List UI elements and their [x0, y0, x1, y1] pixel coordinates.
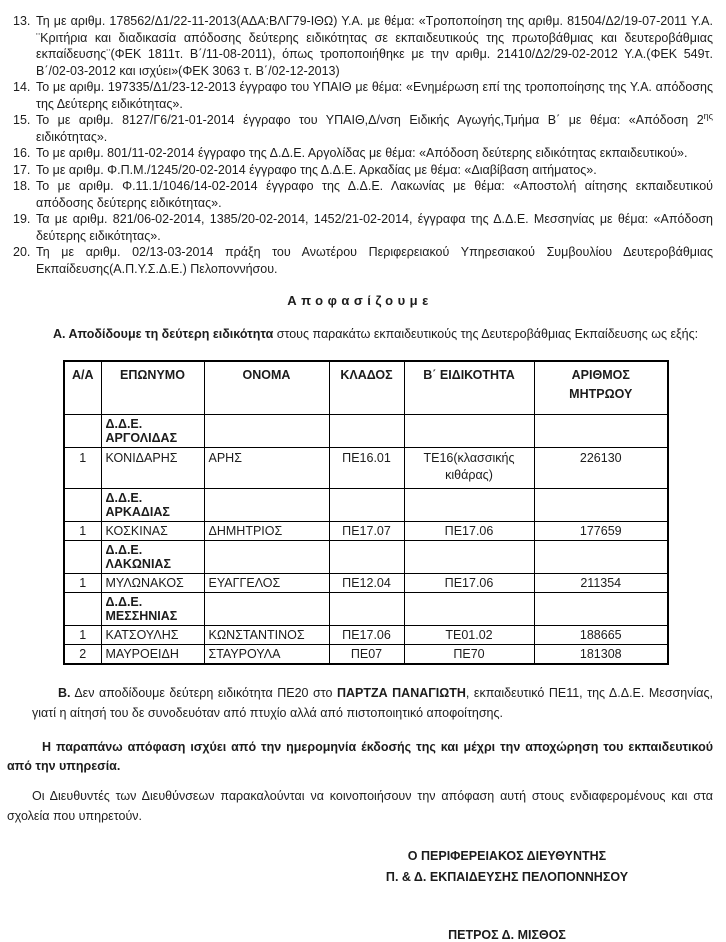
- validity-paragraph: Η παραπάνω απόφαση ισχύει από την ημερομηνία έκδοσής της και μέχρι την αποχώρηση του εκπαιδευτικού από την υπηρεσία.: [7, 740, 713, 773]
- cell-empty: [534, 489, 668, 522]
- cell-b-eidikotita: ΠΕ70: [404, 645, 534, 665]
- table-row: [64, 522, 668, 541]
- cell-aa: 1: [64, 522, 101, 541]
- cell-empty: [404, 541, 534, 574]
- table-row: [64, 574, 668, 593]
- cell-empty: [64, 489, 101, 522]
- reference-item-14: [13, 79, 713, 112]
- cell-empty: [534, 415, 668, 448]
- reference-number: 17.: [13, 162, 31, 177]
- reference-item-13: [13, 13, 713, 79]
- cell-b-eidikotita: ΤΕ16(κλασσικής κιθάρας): [404, 448, 534, 489]
- section-label: Δ.Δ.Ε. ΜΕΣΣΗΝΙΑΣ: [101, 593, 204, 626]
- teachers-table: [63, 360, 669, 665]
- section-b-text: Δεν αποδίδουμε δεύτερη ειδικότητα ΠΕ20 στο: [70, 686, 337, 700]
- table-row: [64, 448, 668, 489]
- cell-surname: ΜΥΛΩΝΑΚΟΣ: [101, 574, 204, 593]
- cell-empty: [64, 415, 101, 448]
- reference-number: 19.: [13, 212, 31, 226]
- column-header-b-eidikotita: Β΄ ΕΙΔΙΚΟΤΗΤΑ: [404, 361, 534, 415]
- reference-number: 13.: [13, 14, 31, 28]
- section-label: Δ.Δ.Ε. ΑΡΚΑΔΙΑΣ: [101, 489, 204, 522]
- reference-text: [36, 112, 713, 145]
- reference-superscript: ης: [703, 110, 713, 121]
- cell-klados: ΠΕ17.06: [329, 626, 404, 645]
- cell-empty: [204, 415, 329, 448]
- cell-empty: [64, 541, 101, 574]
- reference-list: [13, 13, 713, 277]
- cell-empty: [64, 593, 101, 626]
- table-header-row: [64, 361, 668, 415]
- section-label: Δ.Δ.Ε. ΑΡΓΟΛΙΔΑΣ: [101, 415, 204, 448]
- cell-surname: ΚΟΝΙΔΑΡΗΣ: [101, 448, 204, 489]
- reference-text: Τη με αριθμ. 178562/Δ1/22-11-2013(ΑΔΑ:ΒΛΓ79-ΙΘΩ) Υ.Α. με θέμα: «Τροποποίηση της αριθμ. 81504/Δ2/19-07-2011 Υ.Α. ¨Κριτήρια και διαδικασία απόδοσης δεύτερης ειδικότητας σε εκπαιδευτικούς της πρωτοβάθμιας και δευτεροβάθμιας εκπαίδευσης¨(ΦΕΚ 1811τ. Β΄/11-08-2011), όπως τροποποιήθηκε με την αριθμ. 21410/Δ2/29-02-2012 Υ.Α.(ΦΕΚ 549τ. Β΄/02-03-2012 και ισχύει»(ΦΕΚ 3063 τ. Β΄/02-12-2013): [36, 14, 713, 78]
- section-a-paragraph: [45, 324, 713, 344]
- reference-number: 20.: [13, 245, 31, 259]
- reference-item-18: [13, 178, 713, 211]
- column-header-aa: Α/Α: [64, 361, 101, 415]
- cell-registry: 177659: [534, 522, 668, 541]
- reference-text: Το με αριθμ. Φ.11.1/1046/14-02-2014 έγγραφο της Δ.Δ.Ε. Λακωνίας με θέμα: «Αποστολή αίτησης εκπαιδευτικού απόδοσης δεύτερης ειδικότητας».: [36, 179, 713, 210]
- reference-item-16: [13, 145, 713, 162]
- cell-surname: ΚΑΤΣΟΥΛΗΣ: [101, 626, 204, 645]
- cell-empty: [204, 593, 329, 626]
- cell-empty: [204, 489, 329, 522]
- cell-aa: 1: [64, 574, 101, 593]
- section-a-text: στους παρακάτω εκπαιδευτικούς της Δευτεροβάθμιας Εκπαίδευσης ως εξής:: [273, 327, 699, 341]
- cell-b-eidikotita: ΠΕ17.06: [404, 522, 534, 541]
- section-b-paragraph: [32, 683, 713, 723]
- cell-empty: [204, 541, 329, 574]
- cell-name: ΑΡΗΣ: [204, 448, 329, 489]
- cell-registry: 211354: [534, 574, 668, 593]
- section-b-label: Β.: [58, 686, 71, 700]
- section-label: Δ.Δ.Ε. ΛΑΚΩΝΙΑΣ: [101, 541, 204, 574]
- section-row-arkadia: [64, 489, 668, 522]
- cell-empty: [329, 593, 404, 626]
- cell-empty: [534, 593, 668, 626]
- cell-klados: ΠΕ12.04: [329, 574, 404, 593]
- notification-paragraph: Οι Διευθυντές των Διευθύνσεων παρακαλούνται να κοινοποιήσουν την απόφαση αυτή στους ενδιαφερομένους και στα σχολεία που υπηρετούν.: [7, 789, 713, 823]
- cell-name: ΣΤΑΥΡΟΥΛΑ: [204, 645, 329, 665]
- cell-aa: 2: [64, 645, 101, 665]
- reference-number: 14.: [13, 80, 31, 94]
- column-header-surname: ΕΠΩΝΥΜΟ: [101, 361, 204, 415]
- cell-aa: 1: [64, 626, 101, 645]
- reference-text: Το με αριθμ. 197335/Δ1/23-12-2013 έγγραφο του ΥΠΑΙΘ με θέμα: «Ενημέρωση επί της τροποποίησης της Υ.Α. απόδοσης της Δεύτερης ειδικότητας».: [36, 80, 713, 111]
- reference-item-17: [13, 162, 713, 179]
- reference-number: 18.: [13, 179, 31, 193]
- cell-empty: [534, 541, 668, 574]
- signature-title-line1: Ο ΠΕΡΙΦΕΡΕΙΑΚΟΣ ΔΙΕΥΘΥΝΤΗΣ: [407, 849, 607, 863]
- reference-text: Το με αριθμ. Φ.Π.Μ./1245/20-02-2014 έγγραφο της Δ.Δ.Ε. Αρκαδίας με θέμα: «Διαβίβαση αιτήματος».: [36, 162, 597, 177]
- reference-number: 16.: [13, 146, 31, 160]
- cell-klados: ΠΕ07: [329, 645, 404, 665]
- cell-klados: ΠΕ17.07: [329, 522, 404, 541]
- cell-empty: [329, 489, 404, 522]
- cell-name: ΔΗΜΗΤΡΙΟΣ: [204, 522, 329, 541]
- cell-b-eidikotita: ΤΕ01.02: [404, 626, 534, 645]
- signature-block: [342, 846, 672, 888]
- cell-aa: 1: [64, 448, 101, 489]
- cell-name: ΕΥΑΓΓΕΛΟΣ: [204, 574, 329, 593]
- column-header-klados: ΚΛΑΔΟΣ: [329, 361, 404, 415]
- table-row: [64, 626, 668, 645]
- reference-number: 15.: [13, 113, 31, 127]
- reference-text: Τα με αριθμ. 821/06-02-2014, 1385/20-02-2014, 1452/21-02-2014, έγγραφα της Δ.Δ.Ε. Μεσσηνίας με θέμα: «Απόδοση δεύτερης ειδικότητας».: [36, 212, 713, 243]
- reference-item-20: [13, 244, 713, 277]
- reference-text: Το με αριθμ. 801/11-02-2014 έγγραφο της Δ.Δ.Ε. Αργολίδας με θέμα: «Απόδοση δεύτερης ειδικότητας εκπαιδευτικού».: [36, 146, 688, 160]
- signature-name: ΠΕΤΡΟΣ Δ. ΜΙΣΘΟΣ: [448, 928, 566, 942]
- reference-item-19: [13, 211, 713, 244]
- section-a-bold-lead: Α. Αποδίδουμε τη δεύτερη ειδικότητα: [53, 327, 274, 341]
- cell-surname: ΜΑΥΡΟΕΙΔΗ: [101, 645, 204, 665]
- cell-name: ΚΩΝΣΤΑΝΤΙΝΟΣ: [204, 626, 329, 645]
- cell-empty: [404, 489, 534, 522]
- cell-klados: ΠΕ16.01: [329, 448, 404, 489]
- signature-title-line2: Π. & Δ. ΕΚΠΑΙΔΕΥΣΗΣ ΠΕΛΟΠΟΝΝΗΣΟΥ: [385, 870, 629, 884]
- cell-empty: [329, 541, 404, 574]
- column-header-registry: ΑΡΙΘΜΟΣ ΜΗΤΡΩΟΥ: [534, 361, 668, 415]
- reference-text-part: ειδικότητας».: [36, 129, 108, 144]
- section-b-teacher-name: ΠΑΡΤΖΑ ΠΑΝΑΓΙΩΤΗ: [336, 686, 466, 700]
- cell-empty: [404, 415, 534, 448]
- table-row: [64, 645, 668, 665]
- reference-text-part: Το με αριθμ. 8127/Γ6/21-01-2014 έγγραφο του ΥΠΑΙΘ,Δ/νση Ειδικής Αγωγής,Τμήμα Β΄ με θέμα: «Απόδοση 2: [36, 113, 704, 127]
- cell-registry: 188665: [534, 626, 668, 645]
- cell-registry: 181308: [534, 645, 668, 665]
- section-row-argolida: [64, 415, 668, 448]
- reference-item-15: [13, 112, 713, 145]
- cell-empty: [329, 415, 404, 448]
- cell-empty: [404, 593, 534, 626]
- cell-b-eidikotita: ΠΕ17.06: [404, 574, 534, 593]
- reference-text: Τη με αριθμ. 02/13-03-2014 πράξη του Ανωτέρου Περιφερειακού Υπηρεσιακού Συμβουλίου Δευτεροβάθμιας Εκπαίδευσης(Α.Π.Υ.Σ.Δ.Ε.) Πελοποννήσου.: [36, 245, 713, 276]
- cell-registry: 226130: [534, 448, 668, 489]
- decision-heading: Αποφασίζουμε: [287, 293, 433, 308]
- section-b-text: , εκπαιδευτικό ΠΕ11, της Δ.Δ.Ε. Μεσσηνίας, γιατί η αίτησή του δε συνοδευόταν από πτυχίο αλλά από πιστοποιητικό αποφοίτησης.: [32, 686, 713, 720]
- column-header-name: ΟΝΟΜΑ: [204, 361, 329, 415]
- section-row-lakonia: [64, 541, 668, 574]
- cell-surname: ΚΟΣΚΙΝΑΣ: [101, 522, 204, 541]
- section-row-messinia: [64, 593, 668, 626]
